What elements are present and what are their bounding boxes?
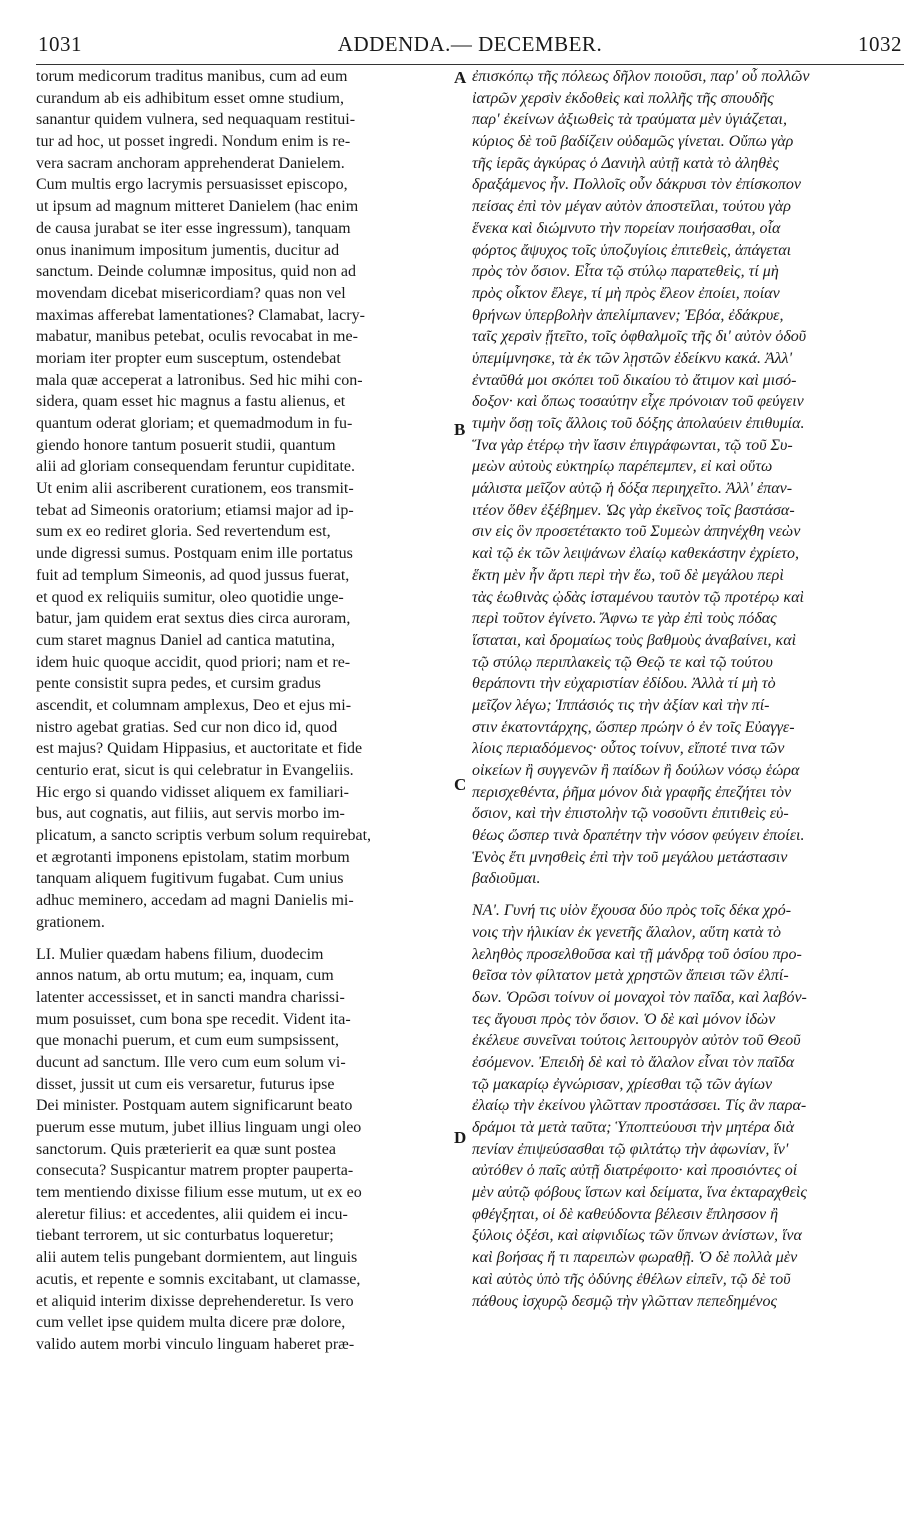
text-line: onus inanimum impositum jumentis, ducitur ad: [36, 241, 340, 259]
text-line: τες ἄγουσι πρὸς τὸν ὅσιον. Ὁ δὲ καὶ μόνον ἰδὼν: [472, 1010, 776, 1028]
text-line: περὶ τοῦτον ἐγίνετο. Ἄφνω τε γὰρ ἐπὶ τοὺς πόδας: [472, 610, 777, 628]
section-marker-a: A: [454, 68, 467, 87]
text-line: τιμὴν ὅσῃ τοῖς ἄλλοις τοῦ δόξης ἀπολαύειν ἐπιθυμία.: [472, 415, 805, 432]
text-line: ἐνταῦθά μοι σκόπει τοῦ δικαίου τὸ ἄτιμον καὶ μισό-: [472, 371, 797, 389]
text-line: plicatum, a sancto scriptis verbum solum requirebat,: [36, 827, 372, 845]
text-line: πάθους ἰσχυρῷ δεσμῷ τὴν γλῶτταν πεπεδημένος: [472, 1292, 777, 1310]
latin-paragraph-2: [36, 944, 456, 1356]
text-line: valido autem morbi vinculo linguam haberet præ-: [36, 1335, 355, 1353]
text-line: cum staret magnus Daniel ad cantica matutina,: [36, 631, 335, 649]
text-line: annos natum, ab ortu mutum; ea, inquam, cum: [36, 967, 334, 985]
greek-paragraph-1: [472, 66, 904, 890]
text-line: πρὸς οἶκτον ἔλεγε, τί μὴ πρὸς ἔλεον ἐποίει, ποίαν: [472, 284, 780, 302]
text-line: Ἑνὸς ἔτι μνησθεὶς ἐπὶ τὴν τοῦ μεγάλου μετάστασιν: [472, 848, 788, 866]
text-line: ἕνεκα καὶ διώμνυτο τὴν πορείαν ποιήσασθαι, οἷα: [472, 219, 781, 237]
text-line: tanquam aliquem fugitivum fugabat. Cum unius: [36, 870, 344, 888]
text-line: cum vellet ipse quidem multa dicere præ dolore,: [36, 1314, 346, 1332]
text-line: περισχεθέντα, ῥῆμα μόνον διὰ γραφῆς ἐπεζήτει τὸν: [472, 783, 792, 801]
text-line: μεῖζον λέγω; Ἱππάσιός τις τὴν ἀξίαν καὶ τὴν πί-: [472, 696, 770, 714]
text-line: giendo honore tantum posuerit studii, quantum: [36, 436, 336, 454]
text-line: Ut enim alii ascriberent curationem, eos transmit-: [36, 480, 354, 498]
text-line: tur ad hoc, ut posset ingredi. Nondum enim is re-: [36, 133, 351, 151]
text-line: acutis, et repente e somnis excitabant, ut clamasse,: [36, 1270, 361, 1288]
text-line: que monachi puerum, et cum eum sumpsissent,: [36, 1032, 340, 1050]
text-line: ΝΑ'. Γυνή τις υἱὸν ἔχουσα δύο πρὸς τοῖς δέκα χρό-: [472, 902, 792, 920]
text-line: adhuc meminero, accedam ad magni Danielis mi-: [36, 892, 354, 910]
text-line: στιν ἑκατοντάρχης, ὥσπερ πρώην ὁ ἐν τοῖς Εὐαγγε-: [472, 718, 795, 736]
text-line: de causa jurabat se iter esse ingressum), tanquam: [36, 219, 351, 237]
text-line: δράμοι τὰ μετὰ ταῦτα; Ὑποπτεύουσι τὴν μητέρα διὰ: [472, 1119, 795, 1136]
text-line: ἐσόμενον. Ἐπειδὴ δὲ καὶ τὸ ἄλαλον εἶναι τὸν παῖδα: [472, 1053, 795, 1071]
text-line: et quod ex reliquiis sumitur, oleo quotidie unge-: [36, 588, 344, 606]
text-line: LI. Mulier quædam habens filium, duodecim: [36, 945, 324, 963]
text-line: ut ipsum ad magnum mitteret Danielem (hac enim: [36, 198, 359, 216]
text-line: aleretur filius: et accedentes, alii quidem ei incu-: [36, 1205, 348, 1223]
text-line: tiebant terrorem, ut sic conturbatus loqueretur;: [36, 1227, 334, 1245]
text-line: θεράποντι τὴν εὐχαριστίαν ἐδίδου. Ἀλλὰ τί μὴ τὸ: [472, 675, 776, 693]
text-line: mabatur, manibus petebat, oculis revocabat in me-: [36, 328, 358, 346]
text-line: Dei minister. Postquam autem significarunt beato: [36, 1097, 353, 1115]
running-title: ADDENDA.— DECEMBER.: [337, 32, 603, 56]
running-header: [36, 30, 904, 65]
text-line: ξύλοις ὀξέσι, καὶ αἰφνιδίως τῶν ὕπνων ἀνίστων, ἵνα: [472, 1227, 802, 1245]
text-line: Ἵνα γὰρ ἑτέρῳ τὴν ἴασιν ἐπιγράφωνται, τῷ τοῦ Συ-: [472, 436, 793, 454]
text-line: consecuta? Suspicantur matrem propter pauperta-: [36, 1162, 354, 1180]
text-line: ἰατρῶν χερσὶν ἐκδοθεὶς καὶ πολλῆς τῆς σπουδῆς: [472, 89, 774, 107]
text-line: unde digressi sumus. Postquam enim ille portatus: [36, 545, 353, 563]
text-line: sanctum. Deinde columnæ impositus, quid non ad: [36, 263, 356, 281]
latin-column: [36, 66, 456, 1356]
left-page-number: 1031: [38, 32, 82, 56]
section-marker-d: D: [454, 1128, 467, 1147]
text-line: quantum oderat gloriam; et quemadmodum in fu-: [36, 415, 353, 432]
section-marker-b: B: [454, 420, 466, 439]
text-line: δων. Ὁρῶσι τοίνυν οἱ μοναχοὶ τὸν παῖδα, καὶ λαβόν-: [472, 988, 807, 1006]
greek-paragraph-2: [472, 900, 904, 1312]
text-line: μεὼν αὐτοὺς εὐκτηρίῳ παρέπεμπεν, εἰ καὶ οὕτω: [472, 458, 773, 476]
text-line: bus, aut cognatis, aut filiis, aut servis morbo im-: [36, 805, 345, 823]
text-line: βαδιοῦμαι.: [472, 870, 541, 888]
text-line: Cum multis ergo lacrymis persuasisset episcopo,: [36, 176, 348, 194]
text-line: movendam dicebat misericordiam? quas non vel: [36, 284, 346, 302]
text-line: sidera, quam esset hic magnus a fastu alienus, et: [36, 393, 346, 411]
text-line: sum ex eo rediret gloria. Sed revertendum est,: [36, 523, 331, 541]
text-line: αὐτόθεν ὁ παῖς αὐτῇ διατρέφοιτο· καὶ προσιόντες οἱ: [472, 1162, 798, 1180]
text-line: pente consistit supra pedes, et cursim gradus: [36, 675, 321, 693]
text-line: τῆς ἱερᾶς ἀγκύρας ὁ Δανιὴλ αὐτῇ κατὰ τὸ ἀληθὲς: [472, 154, 779, 172]
text-line: μάλιστα μεῖζον αὐτῷ ἡ δόξα περιηχεῖτο. Ἀλλ' ἐπαν-: [472, 480, 793, 498]
text-line: et ægrotanti imponens epistolam, statim morbum: [36, 848, 350, 866]
text-line: ὅσιον, καὶ τὴν ἐπιστολὴν τῷ νοσοῦντι ἐπιτιθεὶς εὐ-: [472, 805, 789, 823]
text-line: οἰκείων ἢ συγγενῶν ἢ παίδων ἢ δούλων νόσῳ ἑώρα: [472, 762, 800, 779]
text-line: maximas afferebat lamentationes? Clamabat, lacry-: [36, 306, 365, 324]
text-line: alii autem telis pungebant dormientem, aut linguis: [36, 1249, 358, 1267]
text-line: idem huic quoque accidit, quod priori; nam et re-: [36, 653, 351, 671]
text-line: τὰς ἑωθινὰς ᾠδὰς ἱσταμένου ταυτὸν τῷ προτέρῳ καὶ: [472, 588, 804, 606]
text-line: ἕκτη μὲν ἦν ἄρτι περὶ τὴν ἕω, τοῦ δὲ μεγάλου περὶ: [472, 566, 784, 584]
text-line: δραξάμενος ἦν. Πολλοῖς οὖν δάκρυσι τὸν ἐπίσκοπον: [472, 176, 802, 194]
latin-paragraph-1: [36, 66, 456, 934]
text-line: πρὸς τὸν ὅσιον. Εἶτα τῷ στύλῳ παρατεθεὶς, τί μὴ: [472, 263, 779, 281]
text-line: θρήνων ὑπερβολὴν ἀπελίμπανεν; Ἐβόα, ἐδάκρυε,: [472, 306, 784, 324]
text-line: alii ad gloriam consequendam feruntur cupiditate.: [36, 458, 355, 476]
text-line: καὶ βοήσας ἤ τι παρειπὼν φωραθῇ. Ὁ δὲ πολλὰ μὲν: [472, 1249, 798, 1267]
text-line: λεληθὸς προσελθοῦσα καὶ τῇ μάνδρᾳ τοῦ ὁσίου προ-: [472, 945, 802, 963]
text-line: ducunt ad sanctum. Ille vero cum eum solum vi-: [36, 1053, 346, 1071]
text-line: καὶ τῷ ἐκ τῶν λειψάνων ἐλαίῳ καθεκάστην ἐχρίετο,: [472, 545, 800, 563]
text-line: καὶ αὐτὸς ὑπὸ τῆς ὀδύνης ἐθέλων εἰπεῖν, τῷ δὲ τοῦ: [472, 1270, 791, 1288]
text-line: παρ' ἐκείνων ἀξιωθεὶς τὰ τραύματα μὲν ὑγιάζεται,: [472, 111, 787, 129]
text-line: curandum ab eis adhibitum esset omne studium,: [36, 89, 344, 107]
text-line: πείσας ἐπὶ τὸν μέγαν αὐτὸν ἀποστεῖλαι, τούτου γὰρ: [472, 198, 791, 216]
greek-column: [472, 66, 904, 1312]
text-line: puerum esse mutum, jubet illius linguam ungi oleo: [36, 1119, 362, 1136]
text-line: θέως ὥσπερ τινὰ δραπέτην τὴν νόσον φεύγειν ἐποίει.: [472, 827, 805, 845]
text-line: θεῖσα τὸν φίλτατον μετὰ χρηστῶν ἄπεισι τῶν ἐλπί-: [472, 967, 789, 985]
text-line: mala quæ acceperat a latronibus. Sed hic mihi con-: [36, 371, 363, 389]
text-line: Hic ergo si quando vidisset aliquem ex familiari-: [36, 783, 349, 801]
text-line: grationem.: [36, 913, 105, 931]
text-line: tem mentiendo dixisse filium esse mutum, ut ex eo: [36, 1184, 362, 1202]
text-line: ἵσταται, καὶ δρομαίως τοὺς βαθμοὺς ἀναβαίνει, καὶ: [472, 631, 797, 649]
text-line: nistro agebat gratias. Sed cur non dico id, quod: [36, 718, 338, 736]
text-line: ιτέον ὅθεν ἐξέβημεν. Ὡς γὰρ ἐκεῖνος τοῖς βαστάσα-: [472, 501, 795, 519]
text-line: moriam iter propter eum susceptum, ostendebat: [36, 349, 341, 367]
text-line: φθέγξηται, οἱ δὲ καθεύδοντα βέλεσιν ἔπλησσον ἢ: [472, 1205, 779, 1223]
text-line: κύριος δὲ τοῦ βαδίζειν οὐδαμῶς γίνεται. Οὔπω γὰρ: [472, 133, 794, 151]
text-line: latenter accessisset, et in sancti mandra charissi-: [36, 988, 345, 1006]
text-line: σιν εἰς ὃν προσετέτακτο τοῦ Συμεὼν ἀπηνέχθη νεὼν: [472, 523, 801, 541]
section-marker-c: C: [454, 775, 467, 794]
text-line: νοις τὴν ἡλικίαν ἐκ γενετῆς ἄλαλον, αὕτη κατὰ τὸ: [472, 923, 781, 941]
right-page-number: 1032: [858, 32, 902, 56]
text-line: τῷ στύλῳ περιπλακεὶς τῷ Θεῷ τε καὶ τῷ τούτου: [472, 653, 773, 671]
text-line: φόρτος ἄψυχος τοῖς ὑποζυγίοις ἐπιτεθεὶς, ἀπάγεται: [472, 241, 792, 259]
text-line: πενίαν ἐπιψεύσασθαι τῷ φιλτάτῳ τὴν ἀφωνίαν, ἵν': [472, 1140, 789, 1158]
text-line: ὑπεμίμνησκε, τὰ ἐκ τῶν λῃστῶν ἐδείκνυ κακά. Ἀλλ': [472, 349, 793, 367]
text-line: ἐλαίῳ τὴν ἐκείνου γλῶτταν προστάσσει. Τίς ἂν παρα-: [472, 1097, 807, 1115]
text-line: centurio erat, sicut is qui celebratur in Evangeliis.: [36, 762, 354, 779]
text-line: δοξον· καὶ ὅπως τοσαύτην εἶχε πρόνοιαν τοῦ φεύγειν: [472, 393, 804, 411]
text-line: μὲν αὐτῷ φόβους ἵστων καὶ δείματα, ἵνα ἐκταραχθεὶς: [472, 1184, 807, 1202]
text-line: est majus? Quidam Hippasius, et auctoritate et fide: [36, 740, 363, 758]
text-line: mum posuisset, cum bona spe recedit. Vident ita-: [36, 1010, 351, 1028]
text-line: torum medicorum traditus manibus, cum ad eum: [36, 68, 348, 85]
text-line: sanctorum. Quis præterierit ea quæ sunt postea: [36, 1140, 336, 1158]
text-line: ταῖς χερσὶν ᾔτεῖτο, τοῖς ὀφθαλμοῖς τῆς δι' αὐτὸν ὁδοῦ: [472, 328, 807, 346]
text-line: τῷ μακαρίῳ ἐγνώρισαν, χρίεσθαι τῷ τῶν ἁγίων: [472, 1075, 773, 1093]
text-line: ἐπισκόπῳ τῆς πόλεως δῆλον ποιοῦσι, παρ' οὗ πολλῶν: [472, 68, 810, 85]
text-line: fuit ad templum Simeonis, ad quod jussus fuerat,: [36, 566, 350, 584]
text-line: vera sacram anchoram apprehenderat Danielem.: [36, 154, 345, 172]
text-line: tebat ad Simeonis oratorium; etiamsi major ad ip-: [36, 501, 354, 519]
text-line: ἐκέλευε συνεῖναι τούτοις λειτουργὸν αὐτὸν τοῦ Θεοῦ: [472, 1032, 801, 1050]
text-line: disset, jussit ut cum eis versaretur, futurus ipse: [36, 1075, 335, 1093]
text-line: ascendit, et columnam amplexus, Deo et ejus mi-: [36, 696, 352, 714]
text-line: λίοις περιαδόμενος· οὗτος τοίνυν, εἴποτέ τινα τῶν: [472, 740, 785, 758]
text-line: sanantur quidem vulnera, sed nequaquam restitui-: [36, 111, 356, 129]
text-line: batur, jam quidem erat sextus dies circa auroram,: [36, 610, 351, 628]
text-line: et aliquid interim dixisse deprehenderetur. Is vero: [36, 1292, 354, 1310]
